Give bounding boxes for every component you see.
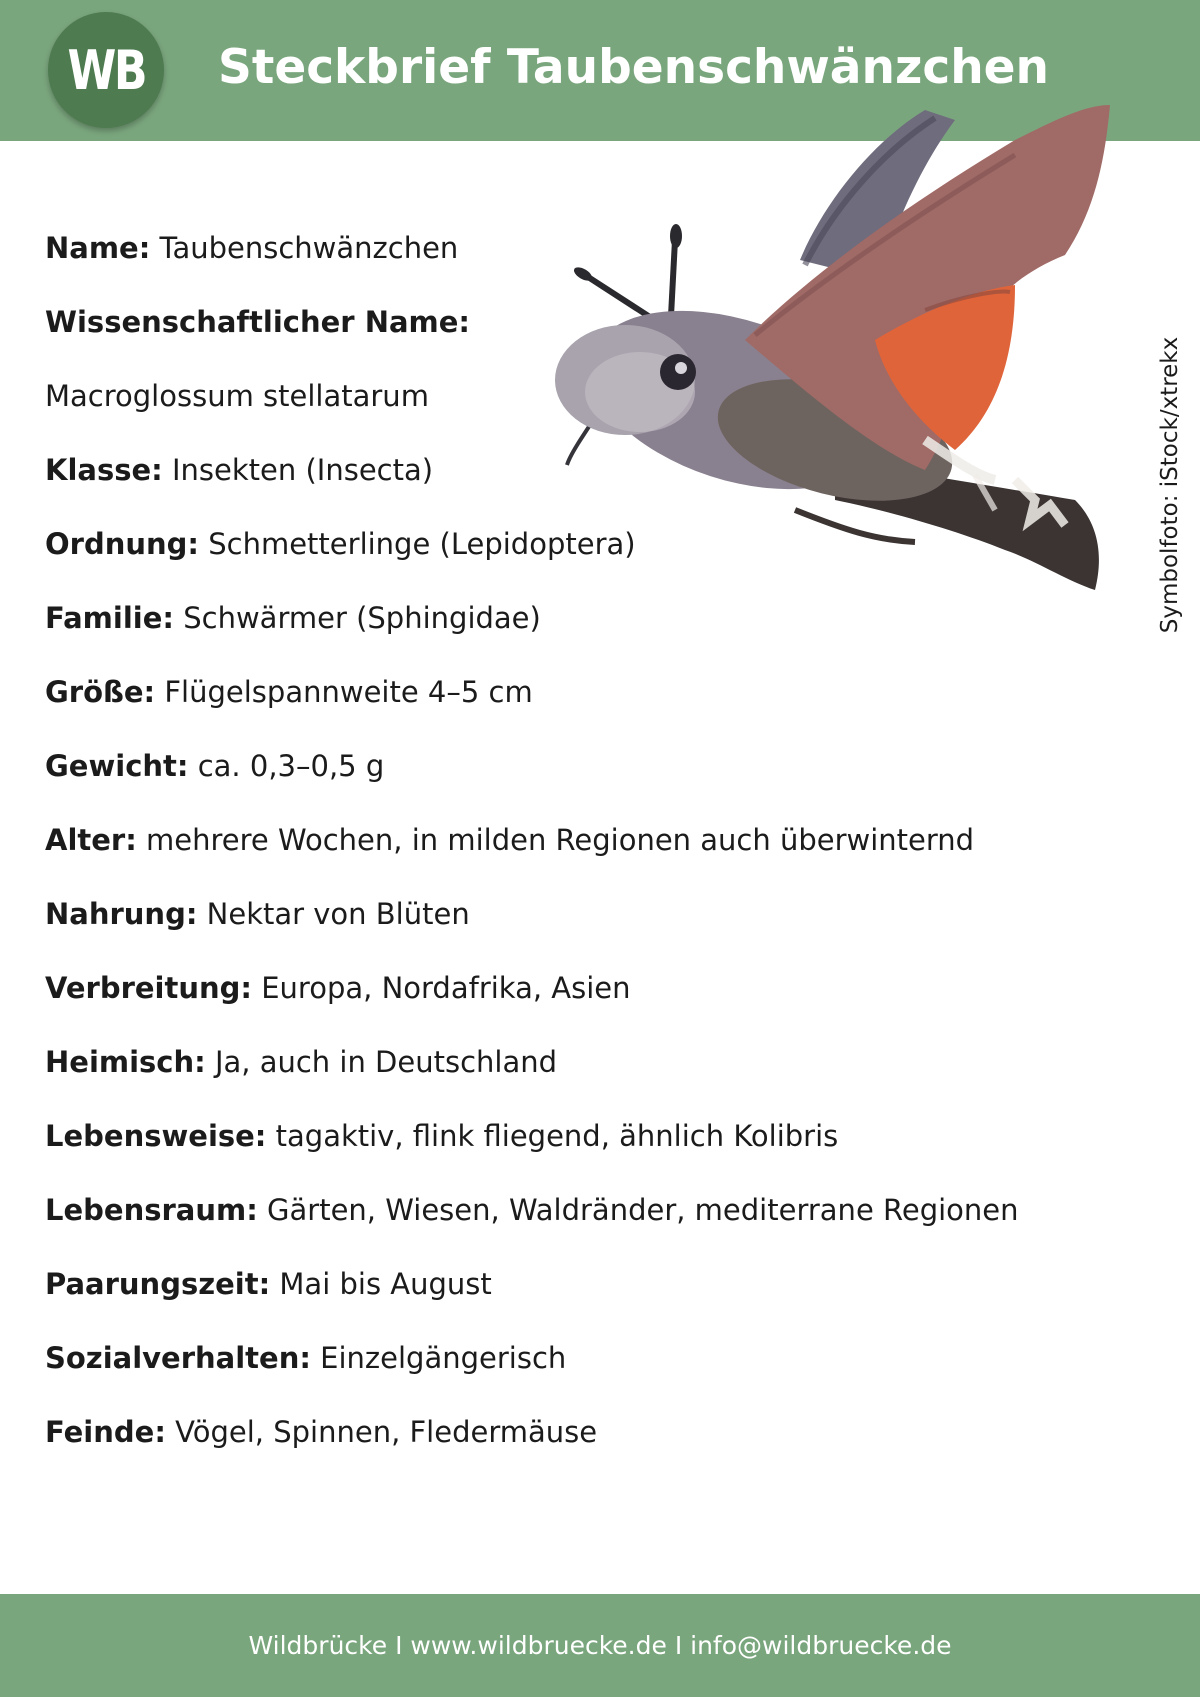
fact-label: Heimisch: xyxy=(45,1045,206,1079)
fact-label: Familie: xyxy=(45,601,174,635)
footer-bar xyxy=(0,1594,1200,1697)
fact-value: Mai bis August xyxy=(270,1267,492,1301)
fact-row-scientific-name xyxy=(45,302,470,342)
fact-label: Wissenschaftlicher Name: xyxy=(45,305,471,339)
fact-row-distribution xyxy=(45,968,631,1008)
fact-value: Ja, auch in Deutschland xyxy=(205,1045,558,1079)
fact-row-lifestyle xyxy=(45,1116,838,1156)
fact-label: Größe: xyxy=(45,675,156,709)
fact-value: ca. 0,3–0,5 g xyxy=(188,749,385,783)
fact-row-weight xyxy=(45,746,384,786)
fact-label: Sozialverhalten: xyxy=(45,1341,311,1375)
wb-logo xyxy=(48,12,164,128)
fact-row-mating-season xyxy=(45,1264,492,1304)
fact-value: tagaktiv, flink fliegend, ähnlich Kolibris xyxy=(266,1119,839,1153)
fact-row-scientific-name-value xyxy=(45,376,429,416)
fact-row-family xyxy=(45,598,541,638)
fact-row-habitat xyxy=(45,1190,1019,1230)
fact-label: Klasse: xyxy=(45,453,163,487)
fact-value: Nektar von Blüten xyxy=(197,897,470,931)
fact-row-age xyxy=(45,820,974,860)
fact-value: Einzelgängerisch xyxy=(310,1341,567,1375)
fact-row-name xyxy=(45,228,458,268)
fact-value: Vögel, Spinnen, Fledermäuse xyxy=(165,1415,598,1449)
fact-value: mehrere Wochen, in milden Regionen auch überwinternd xyxy=(136,823,975,857)
photo-credit: Symbolfoto: iStock/xtrekx xyxy=(1157,336,1183,634)
fact-label: Verbreitung: xyxy=(45,971,253,1005)
fact-label: Nahrung: xyxy=(45,897,198,931)
fact-row-size xyxy=(45,672,533,712)
page-title: Steckbrief Taubenschwänzchen xyxy=(218,40,1049,95)
fact-row-native xyxy=(45,1042,557,1082)
fact-label: Feinde: xyxy=(45,1415,166,1449)
fact-label: Name: xyxy=(45,231,151,265)
fact-value: Gärten, Wiesen, Waldränder, mediterrane Regionen xyxy=(257,1193,1019,1227)
fact-value: Schwärmer (Sphingidae) xyxy=(174,601,541,635)
fact-value: Insekten (Insecta) xyxy=(162,453,434,487)
fact-value: Macroglossum stellatarum xyxy=(45,379,429,413)
fact-label: Paarungszeit: xyxy=(45,1267,271,1301)
fact-label: Alter: xyxy=(45,823,137,857)
logo-text: WB xyxy=(67,38,145,102)
fact-row-order xyxy=(45,524,636,564)
fact-row-enemies xyxy=(45,1412,597,1452)
fact-row-class xyxy=(45,450,433,490)
fact-label: Gewicht: xyxy=(45,749,189,783)
fact-value: Europa, Nordafrika, Asien xyxy=(252,971,631,1005)
fact-label: Lebensraum: xyxy=(45,1193,258,1227)
fact-value: Flügelspannweite 4–5 cm xyxy=(155,675,533,709)
fact-row-social-behavior xyxy=(45,1338,566,1378)
fact-value: Schmetterlinge (Lepidoptera) xyxy=(199,527,636,561)
fact-label: Ordnung: xyxy=(45,527,200,561)
fact-row-food xyxy=(45,894,470,934)
fact-label: Lebensweise: xyxy=(45,1119,267,1153)
fact-value: Taubenschwänzchen xyxy=(150,231,459,265)
footer-contact: Wildbrücke I www.wildbruecke.de I info@wildbruecke.de xyxy=(248,1631,952,1660)
